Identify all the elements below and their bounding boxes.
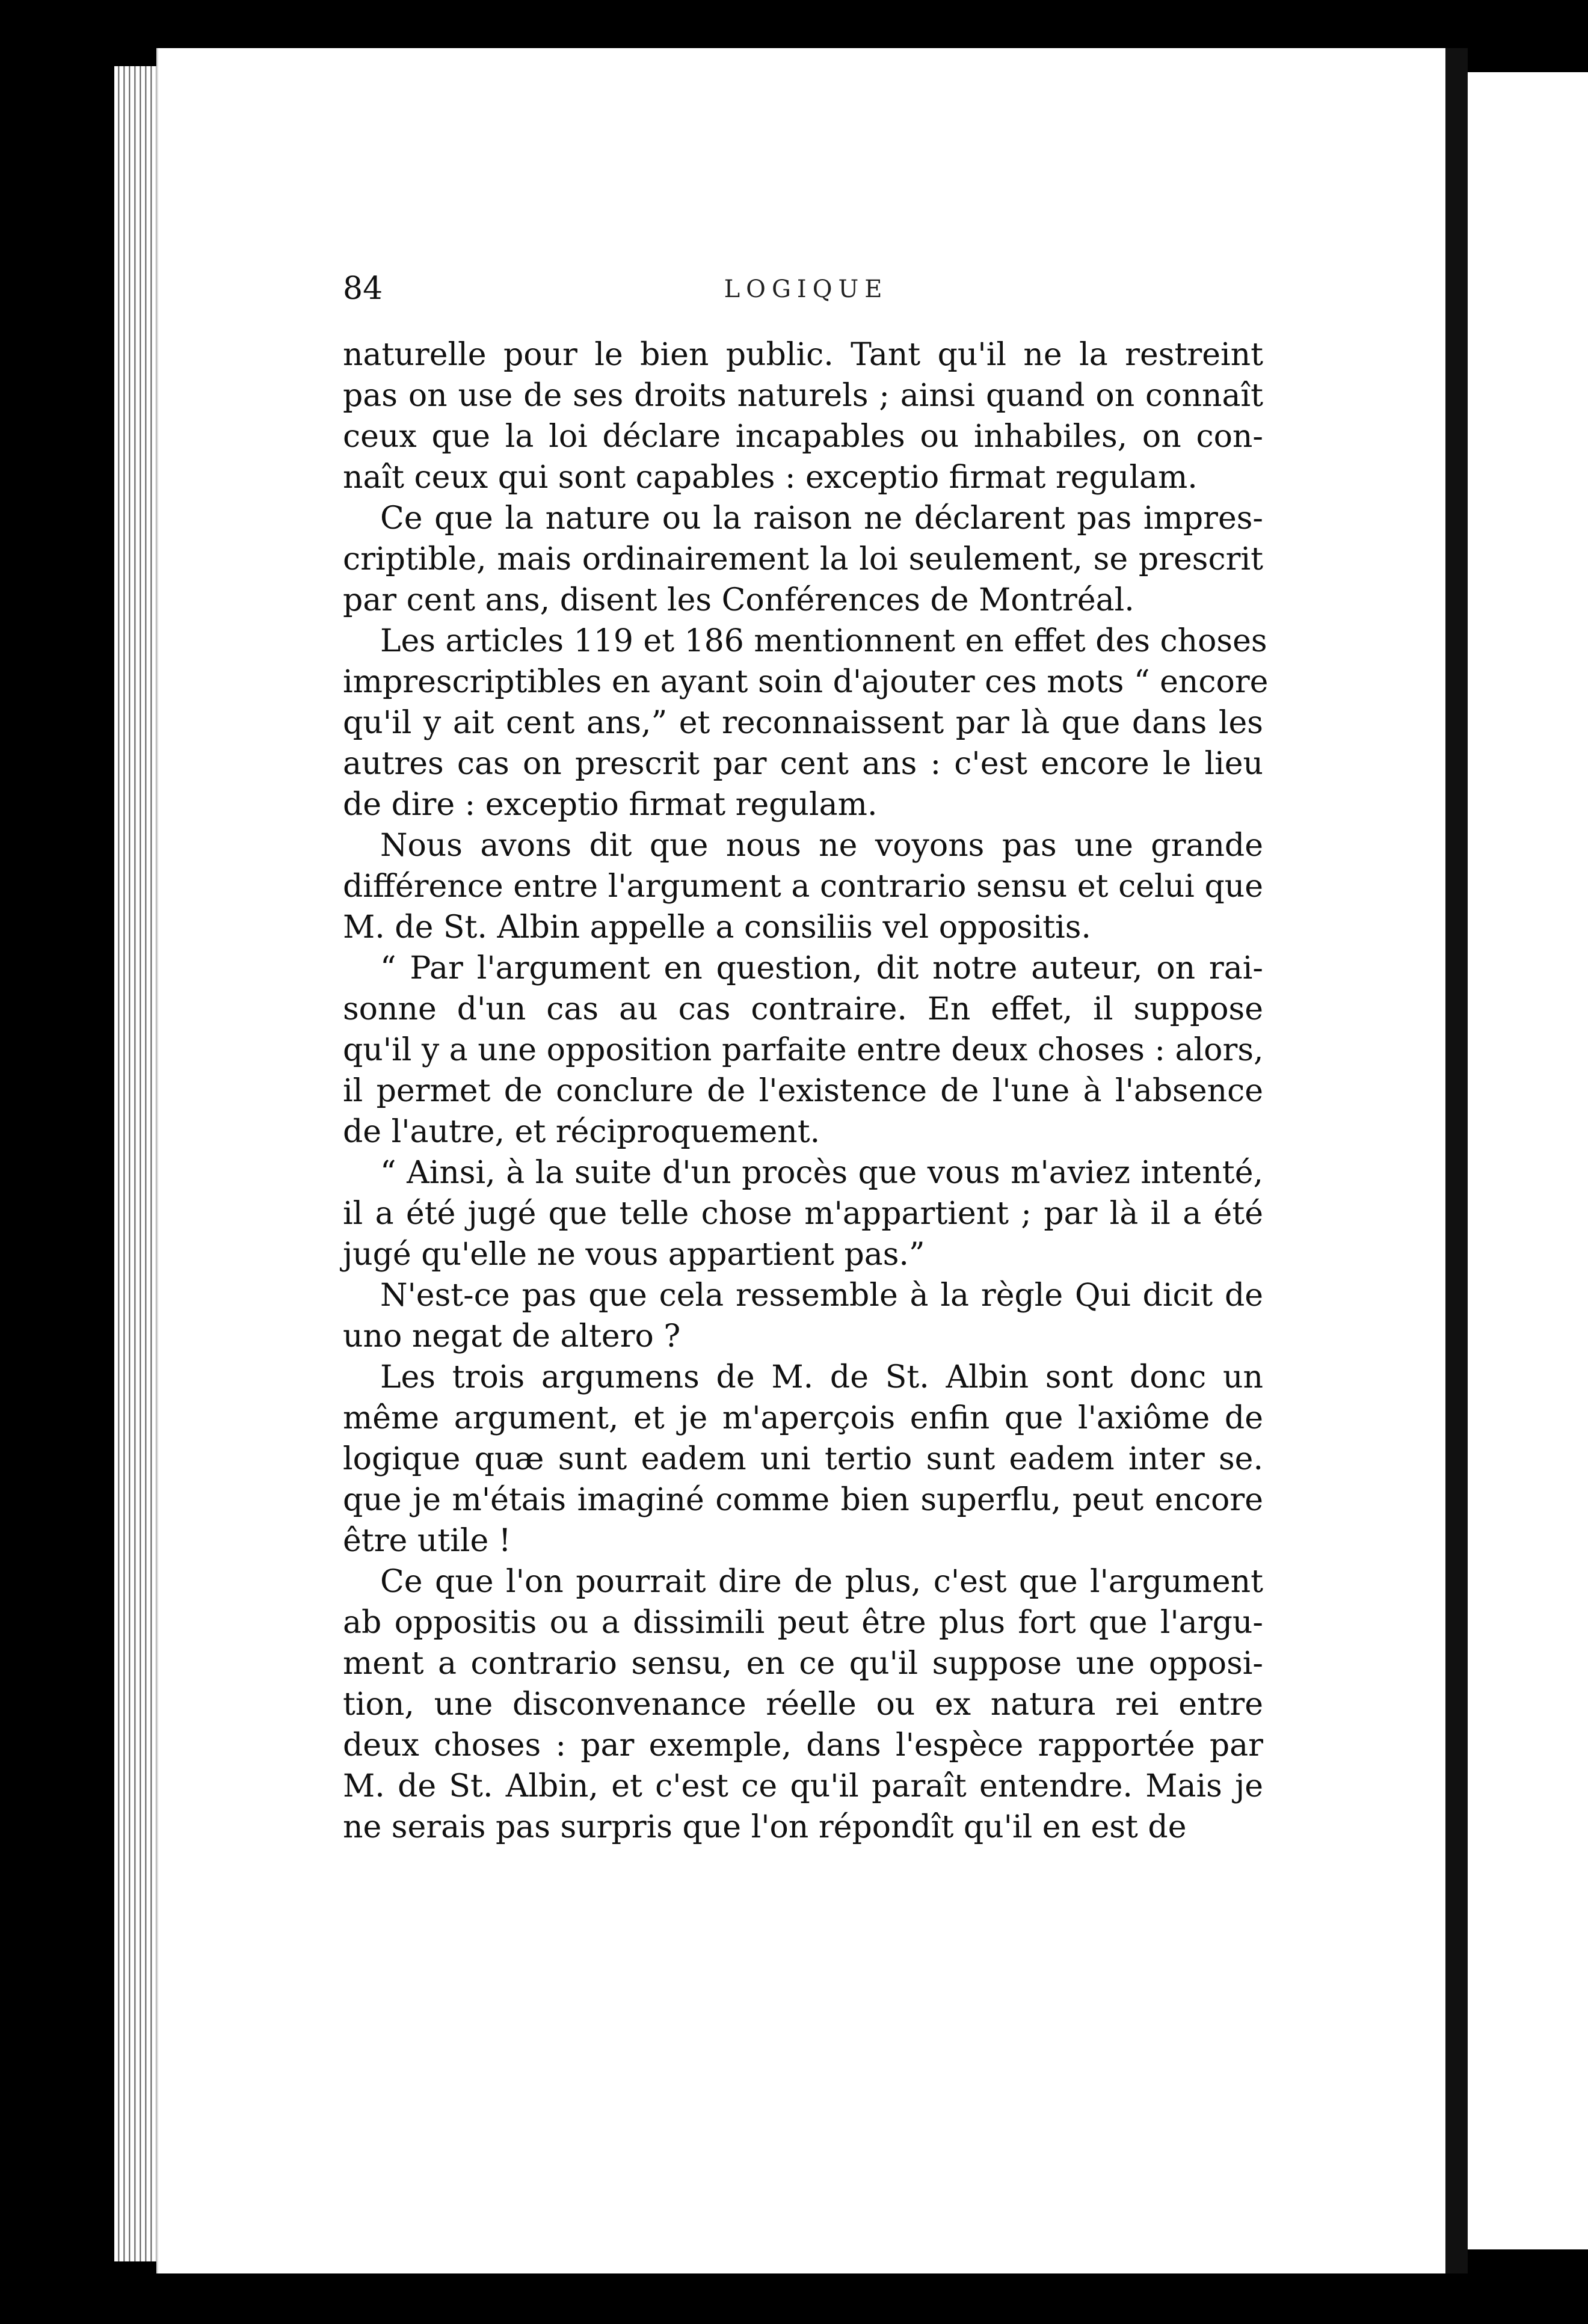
text-line: “ Ainsi, à la suite d'un procès que vous m'aviez intenté, <box>380 1155 1263 1191</box>
text-line: être utile ! <box>343 1523 511 1559</box>
text-line: jugé qu'elle ne vous appartient pas.” <box>343 1237 925 1273</box>
paragraph <box>343 948 1263 1152</box>
text-line: qu'il y a une opposition parfaite entre deux choses : alors, <box>343 1032 1264 1068</box>
text-line: Ce que l'on pourrait dire de plus, c'est que l'argument <box>380 1564 1263 1600</box>
text-line: logique quæ sunt eadem uni tertio sunt eadem inter se. <box>343 1441 1263 1477</box>
text-line: de l'autre, et réciproquement. <box>343 1114 820 1150</box>
book-gutter <box>1444 48 1468 2273</box>
text-line: N'est-ce pas que cela ressemble à la règle Qui dicit de <box>380 1277 1263 1314</box>
text-line: Les trois argumens de M. de St. Albin sont donc un <box>380 1359 1263 1395</box>
text-line: “ Par l'argument en question, dit notre auteur, on rai- <box>380 950 1263 986</box>
text-line: autres cas on prescrit par cent ans : c'est encore le lieu <box>343 746 1263 782</box>
text-line: que je m'étais imaginé comme bien superflu, peut encore <box>343 1482 1263 1518</box>
paragraph <box>343 1275 1263 1357</box>
text-line: par cent ans, disent les Conférences de Montréal. <box>343 582 1134 618</box>
paragraph <box>343 1561 1263 1848</box>
text-line: même argument, et je m'aperçois enfin que l'axiôme de <box>343 1400 1263 1436</box>
paragraph <box>343 334 1263 498</box>
text-line: Ce que la nature ou la raison ne déclarent pas impres- <box>380 500 1263 536</box>
text-line: criptible, mais ordinairement la loi seulement, se prescrit <box>343 541 1263 577</box>
paragraph <box>343 498 1263 621</box>
paragraph <box>343 621 1269 825</box>
text-line: ne serais pas surpris que l'on répondît qu'il en est de <box>343 1809 1187 1845</box>
text-line: ment a contrario sensu, en ce qu'il suppose une opposi- <box>343 1646 1263 1682</box>
text-line: pas on use de ses droits naturels ; ainsi quand on connaît <box>343 378 1263 414</box>
facing-page-edge <box>1468 72 1588 2249</box>
page-header <box>343 271 1269 307</box>
text-line: uno negat de altero ? <box>343 1318 681 1354</box>
text-line: deux choses : par exemple, dans l'espèce rapportée par <box>343 1727 1263 1763</box>
text-line: ab oppositis ou a dissimili peut être plus fort que l'argu- <box>343 1605 1263 1641</box>
text-line: Les articles 119 et 186 mentionnent en effet des choses <box>380 623 1267 659</box>
text-line: Nous avons dit que nous ne voyons pas une grande <box>380 828 1263 864</box>
text-line: naturelle pour le bien public. Tant qu'il ne la restreint <box>343 337 1263 373</box>
body-text <box>343 334 1269 1848</box>
text-line: M. de St. Albin, et c'est ce qu'il paraît entendre. Mais je <box>343 1768 1263 1804</box>
text-line: naît ceux qui sont capables : exceptio firmat regulam. <box>343 460 1198 496</box>
paragraph <box>343 1357 1263 1561</box>
running-head: LOGIQUE <box>724 275 888 303</box>
text-line: qu'il y ait cent ans,” et reconnaissent par là que dans les <box>343 705 1263 741</box>
text-line: de dire : exceptio firmat regulam. <box>343 787 878 823</box>
text-line: différence entre l'argument a contrario sensu et celui que <box>343 868 1263 905</box>
text-line: M. de St. Albin appelle a consiliis vel oppositis. <box>343 909 1091 945</box>
page-number: 84 <box>343 271 383 307</box>
text-line: il permet de conclure de l'existence de l'une à l'absence <box>343 1073 1263 1109</box>
text-line: ceux que la loi déclare incapables ou inhabiles, on con- <box>343 419 1263 455</box>
text-line: sonne d'un cas au cas contraire. En effet, il suppose <box>343 991 1263 1027</box>
text-line: il a été jugé que telle chose m'appartient ; par là il a été <box>343 1196 1263 1232</box>
paragraph <box>343 825 1263 948</box>
text-line: tion, une disconvenance réelle ou ex natura rei entre <box>343 1686 1263 1723</box>
paragraph <box>343 1152 1263 1275</box>
text-line: imprescriptibles en ayant soin d'ajouter ces mots “ encore <box>343 664 1269 700</box>
